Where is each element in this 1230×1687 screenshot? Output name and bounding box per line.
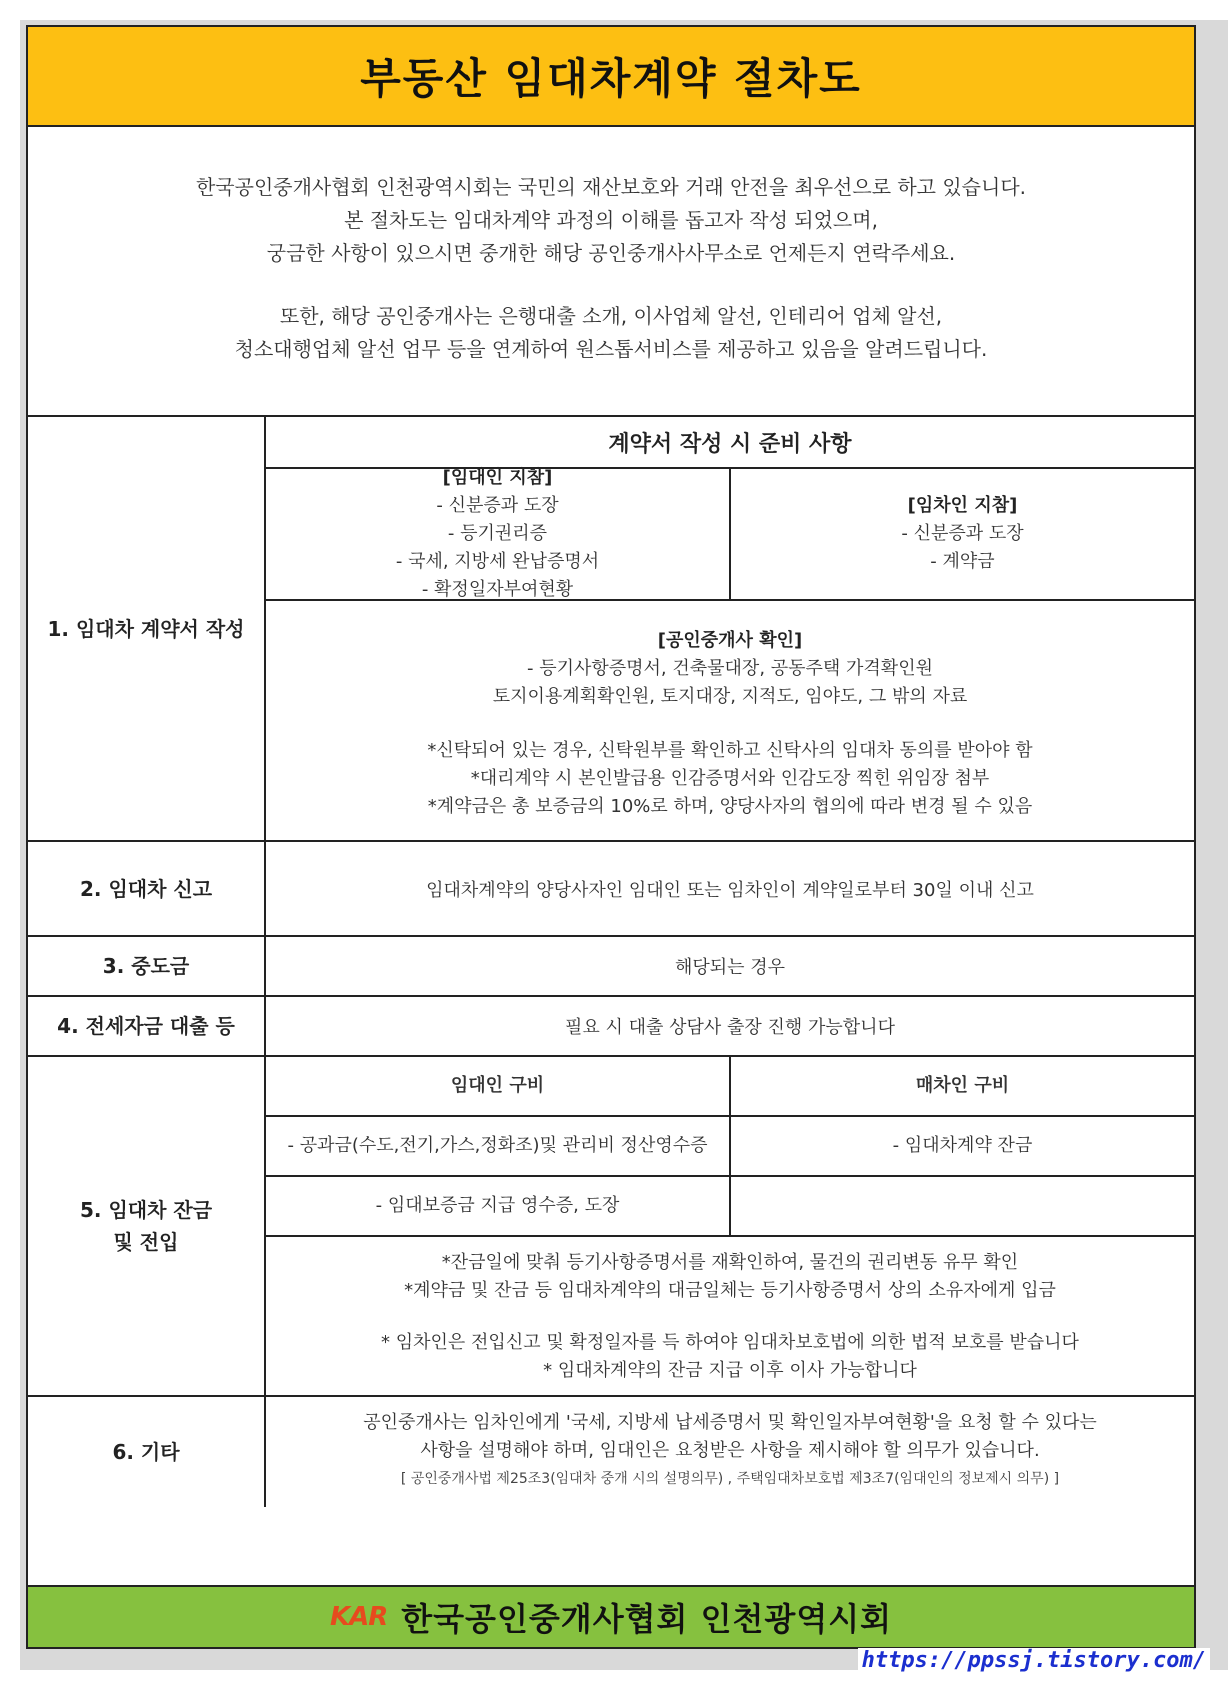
step5-notes	[266, 1237, 1194, 1385]
step6-label: 6. 기타	[28, 1397, 266, 1507]
step5-label	[28, 1057, 266, 1395]
broker-check-title: [공인중개사 확인]	[657, 630, 803, 651]
step6-line: 사항을 설명해야 하며, 임대인은 요청받은 사항을 제시해야 할 의무가 있습니다.	[420, 1440, 1040, 1461]
step1-label: 1. 임대차 계약서 작성	[28, 417, 266, 840]
page-title: 부동산 임대차계약 절차도	[28, 27, 1194, 127]
association-name: 한국공인중개사협회 인천광역시회	[401, 1600, 893, 1638]
intro-line: 청소대행업체 알선 업무 등을 연계하여 원스톱서비스를 제공하고 있음을 알려드립니다.	[234, 337, 988, 361]
list-item: 토지이용계획확인원, 토지대장, 지적도, 임야도, 그 밖의 자료	[492, 686, 968, 707]
step2-text: 임대차계약의 양당사자인 임대인 또는 임차인이 계약일로부터 30일 이내 신고	[426, 879, 1034, 901]
tenant-bring-title: [임차인 지참]	[907, 495, 1018, 516]
step1-heading: 계약서 작성 시 준비 사항	[266, 417, 1194, 469]
intro-line: 한국공인중개사협회 인천광역시회는 국민의 재산보호와 거래 안전을 최우선으로 하고 있습니다.	[195, 175, 1027, 199]
law-reference: [ 공인중개사법 제25조3(임대차 중개 시의 설명의무) , 주택임대차보호법 제3조7(임대인의 정보제시 의무) ]	[400, 1471, 1060, 1487]
list-item: - 임대보증금 지급 영수증, 도장	[375, 1195, 620, 1216]
source-url[interactable]: https://ppssj.tistory.com/	[858, 1648, 1210, 1673]
note-line: *계약금은 총 보증금의 10%로 하며, 양당사자의 협의에 따라 변경 될 수 있음	[427, 796, 1033, 817]
step4-label: 4. 전세자금 대출 등	[28, 997, 266, 1055]
note-line: * 임대차계약의 잔금 지급 이후 이사 가능합니다	[543, 1360, 917, 1381]
note-line: *대리계약 시 본인발급용 인감증명서와 인감도장 찍힌 위임장 첨부	[470, 768, 990, 789]
broker-check	[266, 601, 1194, 821]
landlord-prepare-head: 임대인 구비	[450, 1075, 545, 1096]
step4-text: 필요 시 대출 상담사 출장 진행 가능합니다	[565, 1017, 895, 1038]
list-item: - 확정일자부여현황	[421, 579, 574, 600]
step2-row	[28, 842, 1194, 937]
landlord-bring-title: [임대인 지참]	[442, 467, 553, 488]
note-line: *계약금 및 잔금 등 임대차계약의 대금일체는 등기사항증명서 상의 소유자에게 입금	[404, 1280, 1056, 1301]
list-item: - 국세, 지방세 완납증명서	[395, 551, 600, 572]
step5-row	[28, 1057, 1194, 1397]
step4-row	[28, 997, 1194, 1057]
footer-banner	[28, 1585, 1194, 1647]
intro-section	[28, 127, 1194, 417]
step3-text: 해당되는 경우	[674, 957, 786, 978]
list-item: - 공과금(수도,전기,가스,정화조)및 관리비 정산영수증	[287, 1135, 708, 1156]
step2-label: 2. 임대차 신고	[28, 842, 266, 935]
list-item: - 등기권리증	[447, 523, 548, 544]
step5-row-b	[266, 1177, 1194, 1237]
step5-content	[266, 1057, 1194, 1395]
list-item: - 계약금	[930, 551, 995, 572]
step5-label-line: 및 전입	[113, 1230, 179, 1254]
list-item: - 신분증과 도장	[901, 523, 1024, 544]
list-item	[729, 1177, 1194, 1235]
step1-row	[28, 417, 1194, 842]
landlord-bring	[266, 469, 729, 599]
list-item: - 임대차계약 잔금	[729, 1117, 1194, 1175]
procedure-sheet	[26, 25, 1196, 1649]
note-line: *잔금일에 맞춰 등기사항증명서를 재확인하여, 물건의 권리변동 유무 확인	[441, 1252, 1019, 1273]
list-item: - 등기사항증명서, 건축물대장, 공동주택 가격확인원	[527, 658, 933, 679]
association-logo: KAR	[329, 1602, 388, 1632]
step5-col-heads	[266, 1057, 1194, 1117]
intro-line: 또한, 해당 공인중개사는 은행대출 소개, 이사업체 알선, 인테리어 업체 알선,	[279, 304, 943, 328]
tenant-prepare-head: 매차인 구비	[729, 1057, 1194, 1115]
procedure-table	[28, 417, 1194, 1507]
list-item: - 신분증과 도장	[436, 495, 559, 516]
bring-items	[266, 469, 1194, 601]
tenant-bring	[729, 469, 1194, 599]
intro-line: 궁금한 사항이 있으시면 중개한 해당 공인중개사사무소로 언제든지 연락주세요.	[266, 241, 956, 265]
step3-row	[28, 937, 1194, 997]
step6-line: 공인중개사는 임차인에게 '국세, 지방세 납세증명서 및 확인일자부여현황'을 요청 할 수 있다는	[363, 1412, 1097, 1433]
step5-label-line: 5. 임대차 잔금	[79, 1198, 213, 1222]
step3-label: 3. 중도금	[28, 937, 266, 995]
step1-content	[266, 417, 1194, 840]
step5-row-a	[266, 1117, 1194, 1177]
step6-content	[266, 1397, 1194, 1507]
step6-row	[28, 1397, 1194, 1507]
note-line: *신탁되어 있는 경우, 신탁원부를 확인하고 신탁사의 임대차 동의를 받아야 함	[427, 740, 1033, 761]
note-line: * 임차인은 전입신고 및 확정일자를 득 하여야 임대차보호법에 의한 법적 보호를 받습니다	[381, 1332, 1079, 1353]
intro-line: 본 절차도는 임대차계약 과정의 이해를 돕고자 작성 되었으며,	[344, 208, 878, 232]
